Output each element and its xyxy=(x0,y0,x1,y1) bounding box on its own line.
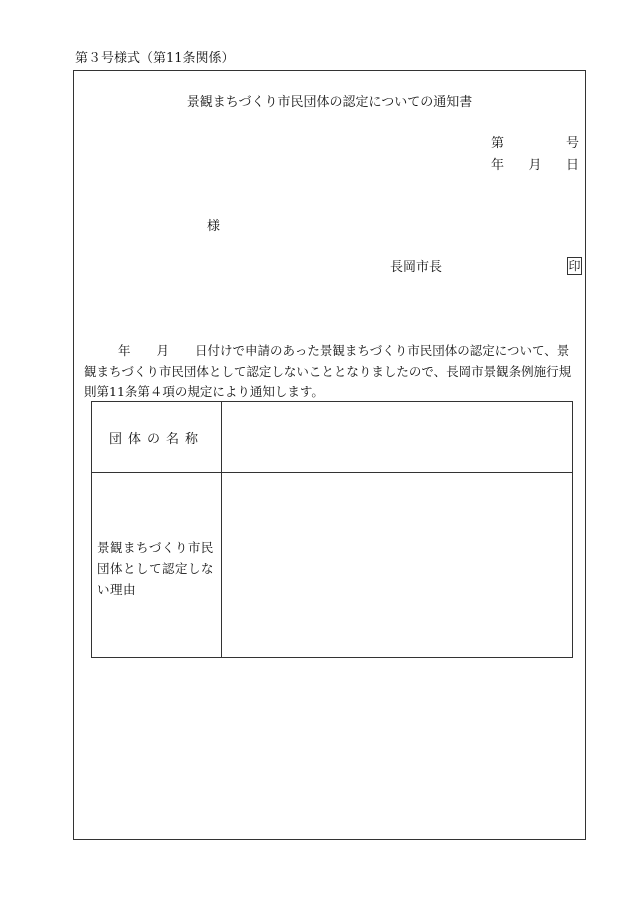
document-frame xyxy=(73,70,586,840)
notice-table xyxy=(91,401,573,658)
body-line-2: 観まちづくり市民団体として認定しないこととなりましたので、長岡市景観条例施行規 xyxy=(84,363,572,379)
rejection-reason-label-line-1: 景観まちづくり市民 xyxy=(97,540,214,555)
body-year: 年 xyxy=(118,343,131,358)
rejection-reason-value xyxy=(222,473,572,657)
document-title: 景観まちづくり市民団体の認定についての通知書 xyxy=(186,95,473,110)
addressee-honorific: 様 xyxy=(207,219,221,234)
body-line-3: 則第11条第４項の規定により通知します。 xyxy=(84,384,324,399)
rejection-reason-label xyxy=(97,537,219,600)
body-month: 月 xyxy=(156,343,170,358)
group-name-label: 団体の名称 xyxy=(108,431,204,447)
sender-name: 長岡市長 xyxy=(390,260,443,275)
rejection-reason-label-line-2: 団体として認定しな xyxy=(97,561,215,576)
seal-mark: 印 xyxy=(568,259,581,273)
form-number: 第３号様式（第11条関係） xyxy=(75,51,235,66)
date-month: 月 xyxy=(528,158,542,173)
document-date xyxy=(491,157,579,175)
document-number xyxy=(491,135,579,153)
date-day: 日 xyxy=(565,158,579,173)
body-line-1-text: 日付けで申請のあった景観まちづくり市民団体の認定について、景 xyxy=(195,343,570,358)
group-name-value xyxy=(222,402,572,472)
document-number-suffix: 号 xyxy=(565,136,579,151)
body-line-1 xyxy=(84,341,580,362)
notice-body xyxy=(84,341,580,403)
document-number-prefix: 第 xyxy=(491,136,505,151)
rejection-reason-label-line-3: い理由 xyxy=(97,582,137,597)
date-year: 年 xyxy=(491,158,505,173)
